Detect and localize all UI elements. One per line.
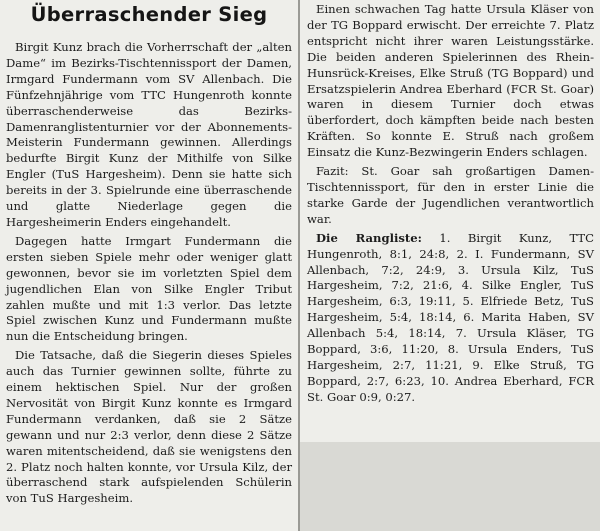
article-right-column xyxy=(300,0,600,442)
ranking-paragraph xyxy=(307,231,594,406)
article-paragraph-fazit: Fazit: St. Goar sah großartigen Damen-Tischtennissport, für den in erster Linie die starke Garde der Jugendlichen verantwortlich war. xyxy=(307,164,594,226)
article-left-column xyxy=(0,0,298,531)
article-paragraph-3: Die Tatsache, daß die Siegerin dieses Spieles auch das Turnier gewinnen sollte, führte zu einem hektischen Spiel. Nur der großen Nervosität von Birgit Kunz konnte es Irmgard Fundermann verdanken, daß sie 2 Sätze gewann und nur 2:3 verlor, denn diese 2 Sätze waren mitentscheidend, daß sie wenigstens den 2. Platz noch halten konnte, vor Ursula Kilz, der überraschend stark aufspielenden Schülerin von TuS Hargesheim. xyxy=(6,348,292,506)
ranking-list: 1. Birgit Kunz, TTC Hungenroth, 8:1, 24:8, 2. I. Fundermann, SV Allenbach, 7:2, 24:9, 3. Ursula Kilz, TuS Hargesheim, 7:2, 21:6, 4. Silke Engler, TuS Hargesheim, 6:3, 19:11, 5. Elfriede Betz, TuS Hargesheim, 5:4, 18:14, 6. Marita Haben, SV Allenbach 5:4, 18:14, 7. Ursula Kläser, TG Boppard, 3:6, 11:20, 8. Ursula Enders, TuS Hargesheim, 2:7, 11:21, 9. Elke Struß, TG Boppard, 2:7, 6:23, 10. Andrea Eberhard, FCR St. Goar 0:9, 0:27. xyxy=(307,230,594,404)
ranking-label: Die Rangliste: xyxy=(316,230,422,245)
article-headline: Überraschender Sieg xyxy=(30,3,268,26)
article-paragraph-2: Dagegen hatte Irmgart Fundermann die ersten sieben Spiele mehr oder weniger glatt gewonnen, bevor sie im vorletzten Spiel dem jugendlichen Elan von Silke Engler Tribut zahlen mußte und mit 1:3 verlor. Das letzte Spiel zwischen Kunz und Fundermann mußte nun die Entscheidung bringen. xyxy=(6,233,292,344)
article-paragraph-1: Birgit Kunz brach die Vorherrschaft der „alten Dame“ im Bezirks-Tischtennissport der Damen, Irmgard Fundermann vom SV Allenbach. Die Fünfzehnjährige vom TTC Hungenroth konnte überraschenderweise das Bezirks-Damenranglistenturnier vor der Abonnements-Meisterin Fundermann gewinnen. Allerdings bedurfte Birgit Kunz der Mithilfe von Silke Engler (TuS Hargesheim). Denn sie hatte sich bereits in der 3. Spielrunde eine überraschende und glatte Niederlage gegen die Hargesheimerin Enders eingehandelt. xyxy=(6,40,292,229)
article-paragraph-4: Einen schwachen Tag hatte Ursula Kläser von der TG Boppard erwischt. Der erreichte 7. Platz entspricht nicht ihrer waren Leistungsstärke. Die beiden anderen Spielerinnen des Rhein-Hunsrück-Kreises, Elke Struß (TG Boppard) und Ersatzspielerin Andrea Eberhard (FCR St. Goar) waren in diesem Turnier doch etwas überfordert, doch kämpften beide nach besten Kräften. So konnte E. Struß nach großem Einsatz die Kunz-Bezwingerin Enders schlagen. xyxy=(307,2,594,160)
